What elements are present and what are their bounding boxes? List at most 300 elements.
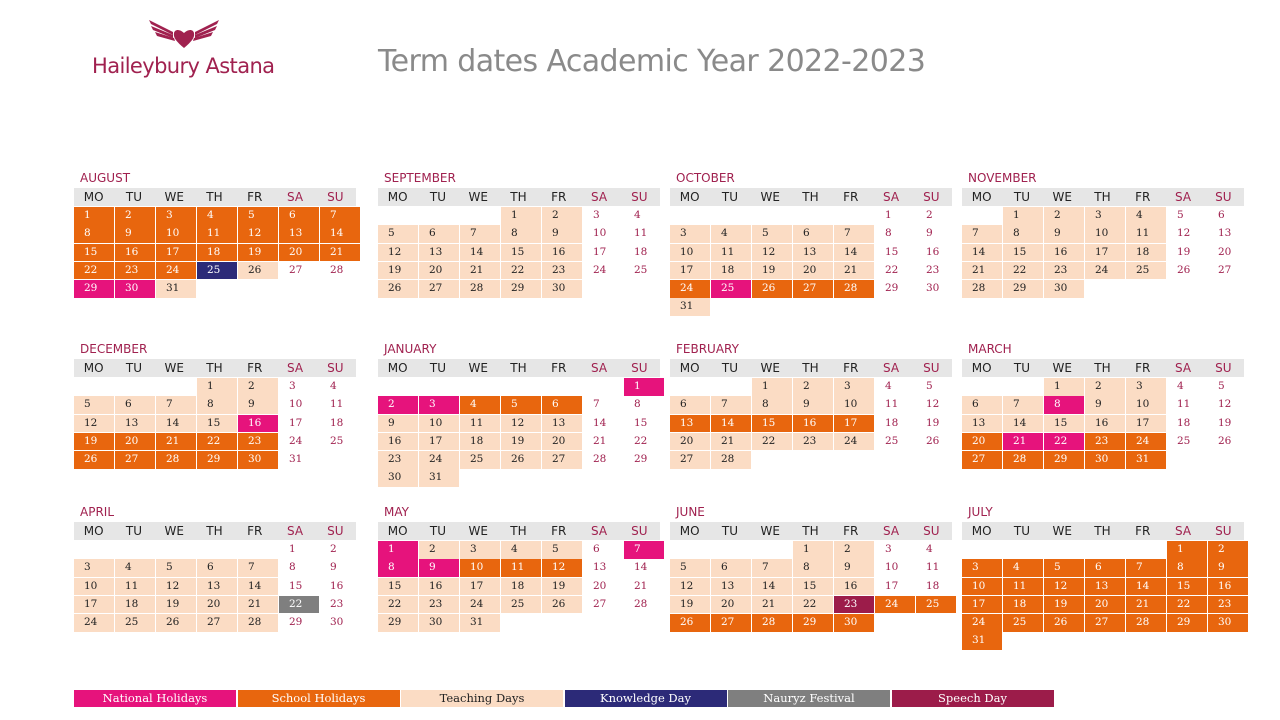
day-cell: 26: [156, 614, 196, 632]
empty-cell: [670, 378, 710, 396]
day-cell: 29: [74, 280, 114, 298]
day-cell: 28: [634, 597, 648, 610]
day-cell: 25: [1126, 262, 1166, 280]
day-cell: 21: [238, 596, 278, 614]
day-cell: 15: [885, 245, 899, 258]
empty-cell: [238, 541, 278, 559]
day-cell: 15: [197, 415, 237, 433]
weekday-label: MO: [679, 190, 700, 204]
empty-cell: [711, 378, 751, 396]
empty-cell: [460, 207, 500, 225]
day-cell: 5: [542, 541, 582, 559]
weekday-label: SA: [1175, 524, 1192, 538]
day-cell: 28: [156, 451, 196, 469]
day-cell: 30: [238, 451, 278, 469]
day-cell: 13: [593, 561, 607, 574]
day-cell: 10: [670, 244, 710, 262]
month-name: JANUARY: [384, 342, 437, 356]
weekday-label: SA: [287, 361, 304, 375]
weekday-label: FR: [247, 361, 263, 375]
weekday-label: FR: [1135, 190, 1151, 204]
weekday-label: SU: [1215, 524, 1232, 538]
day-cell: 20: [419, 262, 459, 280]
day-cell: 4: [460, 396, 500, 414]
day-cell: 22: [1044, 433, 1084, 451]
day-cell: 11: [197, 225, 237, 243]
day-cell: 1: [752, 378, 792, 396]
day-cell: 8: [74, 225, 114, 243]
weekday-label: TU: [429, 190, 446, 204]
day-cell: 15: [793, 578, 833, 596]
day-cell: 20: [197, 596, 237, 614]
weekday-label: MO: [83, 361, 104, 375]
day-cell: 3: [962, 559, 1002, 577]
day-cell: 8: [378, 559, 418, 577]
day-cell: 17: [593, 245, 607, 258]
weekday-label: SA: [287, 190, 304, 204]
day-cell: 9: [419, 559, 459, 577]
weekday-label: MO: [679, 524, 700, 538]
empty-cell: [583, 378, 623, 396]
day-cell: 23: [330, 597, 344, 610]
day-cell: 9: [1085, 396, 1125, 414]
day-cell: 22: [752, 433, 792, 451]
day-cell: 14: [460, 244, 500, 262]
day-cell: 18: [885, 416, 899, 429]
day-cell: 7: [460, 225, 500, 243]
day-cell: 18: [711, 262, 751, 280]
weekday-label: MO: [387, 190, 408, 204]
day-cell: 27: [115, 451, 155, 469]
day-cell: 7: [711, 396, 751, 414]
month-october: [670, 168, 952, 316]
day-cell: 31: [1126, 451, 1166, 469]
day-cell: 7: [962, 225, 1002, 243]
weekday-label: SU: [327, 524, 344, 538]
day-cell: 19: [156, 596, 196, 614]
day-cell: 18: [197, 244, 237, 262]
day-cell: 17: [670, 262, 710, 280]
day-cell: 1: [1044, 378, 1084, 396]
day-cell: 2: [926, 209, 933, 221]
day-cell: 8: [197, 396, 237, 414]
day-cell: 14: [238, 578, 278, 596]
day-cell: 27: [197, 614, 237, 632]
empty-cell: [501, 378, 541, 396]
weekday-label: FR: [1135, 524, 1151, 538]
day-cell: 26: [1218, 434, 1232, 447]
day-cell: 2: [1085, 378, 1125, 396]
day-cell: 14: [320, 225, 360, 243]
day-cell: 19: [670, 596, 710, 614]
page-title: Term dates Academic Year 2022-2023: [378, 44, 926, 79]
weekday-label: SU: [923, 190, 940, 204]
day-cell: 9: [1044, 225, 1084, 243]
day-cell: 31: [460, 614, 500, 632]
weekday-label: SA: [1175, 361, 1192, 375]
month-may: [378, 502, 660, 632]
day-cell: 13: [542, 415, 582, 433]
weekday-label: MO: [971, 190, 992, 204]
day-cell: 12: [1044, 578, 1084, 596]
day-cell: 3: [289, 380, 296, 392]
day-cell: 7: [624, 541, 664, 559]
weekday-label: WE: [760, 524, 780, 538]
day-cell: 6: [793, 225, 833, 243]
weekday-label: FR: [843, 361, 859, 375]
empty-cell: [962, 378, 1002, 396]
day-cell: 25: [885, 434, 899, 447]
empty-cell: [197, 541, 237, 559]
day-cell: 18: [926, 579, 940, 592]
empty-cell: [419, 378, 459, 396]
day-cell: 26: [501, 451, 541, 469]
day-cell: 21: [962, 262, 1002, 280]
day-cell: 22: [793, 596, 833, 614]
day-cell: 1: [624, 378, 664, 396]
weekday-label: TH: [802, 524, 819, 538]
day-cell: 17: [289, 416, 303, 429]
day-cell: 17: [419, 433, 459, 451]
weekday-label: SU: [327, 190, 344, 204]
weekday-label: TU: [429, 361, 446, 375]
day-cell: 27: [670, 451, 710, 469]
day-cell: 15: [289, 579, 303, 592]
day-cell: 10: [289, 398, 303, 411]
empty-cell: [460, 378, 500, 396]
day-cell: 4: [197, 207, 237, 225]
day-cell: 21: [1126, 596, 1166, 614]
empty-cell: [670, 207, 710, 225]
day-cell: 16: [834, 578, 874, 596]
day-cell: 26: [670, 614, 710, 632]
month-name: SEPTEMBER: [384, 171, 456, 185]
empty-cell: [793, 207, 833, 225]
day-cell: 1: [289, 543, 296, 555]
day-cell: 11: [1126, 225, 1166, 243]
day-cell: 9: [330, 561, 337, 574]
day-cell: 22: [634, 434, 648, 447]
day-cell: 21: [593, 434, 607, 447]
weekday-header: [74, 359, 356, 377]
day-grid: [670, 541, 952, 632]
weekday-label: MO: [83, 190, 104, 204]
day-cell: 24: [156, 262, 196, 280]
day-cell: 6: [711, 559, 751, 577]
weekday-label: SA: [591, 190, 608, 204]
day-cell: 3: [74, 559, 114, 577]
weekday-label: TU: [721, 190, 738, 204]
day-cell: 17: [1126, 415, 1166, 433]
empty-cell: [834, 207, 874, 225]
day-cell: 17: [1085, 244, 1125, 262]
day-cell: 23: [834, 596, 874, 614]
day-cell: 29: [1044, 451, 1084, 469]
day-cell: 19: [926, 416, 940, 429]
day-cell: 17: [74, 596, 114, 614]
day-cell: 13: [711, 578, 751, 596]
empty-cell: [378, 378, 418, 396]
day-cell: 30: [330, 616, 344, 629]
day-cell: 14: [1126, 578, 1166, 596]
day-cell: 4: [115, 559, 155, 577]
day-cell: 18: [330, 416, 344, 429]
day-cell: 31: [419, 469, 459, 487]
day-cell: 8: [634, 398, 641, 411]
day-grid: [74, 541, 356, 632]
day-cell: 12: [378, 244, 418, 262]
month-name: DECEMBER: [80, 342, 148, 356]
day-cell: 31: [289, 453, 303, 466]
day-cell: 28: [962, 280, 1002, 298]
day-cell: 6: [1085, 559, 1125, 577]
day-cell: 10: [460, 559, 500, 577]
day-cell: 3: [460, 541, 500, 559]
day-cell: 17: [156, 244, 196, 262]
day-cell: 28: [1126, 614, 1166, 632]
month-april: [74, 502, 356, 632]
day-cell: 7: [156, 396, 196, 414]
day-cell: 29: [197, 451, 237, 469]
empty-cell: [962, 207, 1002, 225]
day-cell: 9: [1208, 559, 1248, 577]
day-cell: 13: [962, 415, 1002, 433]
weekday-label: SU: [1215, 361, 1232, 375]
empty-cell: [1085, 541, 1125, 559]
day-cell: 24: [460, 596, 500, 614]
day-cell: 9: [793, 396, 833, 414]
day-cell: 5: [378, 225, 418, 243]
day-cell: 30: [542, 280, 582, 298]
day-cell: 14: [962, 244, 1002, 262]
day-cell: 21: [834, 262, 874, 280]
month-name: APRIL: [80, 505, 115, 519]
day-cell: 11: [926, 561, 940, 574]
day-cell: 24: [289, 434, 303, 447]
day-cell: 4: [634, 209, 641, 221]
day-cell: 26: [238, 262, 278, 280]
day-cell: 17: [962, 596, 1002, 614]
day-cell: 13: [670, 415, 710, 433]
day-cell: 28: [752, 614, 792, 632]
day-cell: 16: [1085, 415, 1125, 433]
day-cell: 24: [834, 433, 874, 451]
weekday-label: TU: [429, 524, 446, 538]
weekday-label: MO: [83, 524, 104, 538]
day-cell: 26: [752, 280, 792, 298]
day-cell: 25: [1003, 614, 1043, 632]
month-name: MARCH: [968, 342, 1012, 356]
day-cell: 22: [1003, 262, 1043, 280]
day-cell: 5: [926, 380, 933, 392]
day-cell: 6: [670, 396, 710, 414]
weekday-label: SA: [287, 524, 304, 538]
empty-cell: [156, 541, 196, 559]
day-cell: 1: [74, 207, 114, 225]
weekday-label: TU: [1013, 524, 1030, 538]
day-cell: 27: [711, 614, 751, 632]
day-cell: 20: [670, 433, 710, 451]
month-december: [74, 339, 356, 469]
day-cell: 30: [834, 614, 874, 632]
day-cell: 11: [460, 415, 500, 433]
day-cell: 21: [1003, 433, 1043, 451]
day-cell: 27: [1085, 614, 1125, 632]
day-cell: 13: [1218, 227, 1232, 240]
day-cell: 27: [793, 280, 833, 298]
day-grid: [74, 207, 356, 298]
day-cell: 13: [279, 225, 319, 243]
day-cell: 18: [1003, 596, 1043, 614]
day-cell: 25: [634, 263, 648, 276]
day-cell: 30: [115, 280, 155, 298]
day-cell: 30: [926, 282, 940, 295]
weekday-header: [670, 359, 952, 377]
day-cell: 4: [885, 380, 892, 392]
weekday-label: WE: [760, 361, 780, 375]
weekday-label: TU: [125, 524, 142, 538]
day-cell: 12: [670, 578, 710, 596]
day-cell: 5: [74, 396, 114, 414]
day-cell: 29: [885, 282, 899, 295]
weekday-label: SU: [923, 524, 940, 538]
day-grid: [378, 207, 660, 298]
weekday-label: SU: [631, 361, 648, 375]
day-cell: 31: [156, 280, 196, 298]
day-cell: 27: [289, 263, 303, 276]
day-cell: 10: [1085, 225, 1125, 243]
day-cell: 2: [1208, 541, 1248, 559]
day-cell: 28: [593, 453, 607, 466]
weekday-header: [74, 188, 356, 206]
day-cell: 23: [238, 433, 278, 451]
day-cell: 25: [115, 614, 155, 632]
weekday-label: TU: [1013, 190, 1030, 204]
day-cell: 6: [962, 396, 1002, 414]
day-cell: 11: [501, 559, 541, 577]
empty-cell: [1044, 541, 1084, 559]
day-cell: 18: [501, 578, 541, 596]
weekday-label: WE: [468, 524, 488, 538]
day-cell: 8: [1167, 559, 1207, 577]
month-august: [74, 168, 356, 298]
day-cell: 14: [711, 415, 751, 433]
empty-cell: [74, 378, 114, 396]
day-cell: 8: [1044, 396, 1084, 414]
day-cell: 16: [1044, 244, 1084, 262]
day-cell: 7: [834, 225, 874, 243]
day-cell: 20: [279, 244, 319, 262]
day-cell: 19: [542, 578, 582, 596]
day-cell: 20: [711, 596, 751, 614]
day-cell: 12: [752, 244, 792, 262]
day-cell: 30: [1085, 451, 1125, 469]
weekday-label: SA: [883, 190, 900, 204]
day-cell: 2: [115, 207, 155, 225]
day-cell: 20: [793, 262, 833, 280]
day-cell: 29: [793, 614, 833, 632]
month-name: JULY: [968, 505, 993, 519]
day-cell: 6: [419, 225, 459, 243]
weekday-label: WE: [468, 190, 488, 204]
day-cell: 2: [378, 396, 418, 414]
day-grid: [962, 378, 1244, 469]
day-cell: 25: [711, 280, 751, 298]
month-february: [670, 339, 952, 469]
empty-cell: [419, 207, 459, 225]
empty-cell: [1003, 541, 1043, 559]
day-cell: 21: [320, 244, 360, 262]
day-cell: 22: [279, 596, 319, 614]
month-january: [378, 339, 660, 487]
weekday-label: FR: [843, 524, 859, 538]
day-grid: [74, 378, 356, 469]
weekday-label: FR: [247, 524, 263, 538]
day-cell: 4: [1177, 380, 1184, 392]
day-cell: 11: [634, 227, 648, 240]
day-cell: 4: [926, 543, 933, 555]
day-cell: 19: [238, 244, 278, 262]
day-cell: 28: [1003, 451, 1043, 469]
day-cell: 14: [156, 415, 196, 433]
day-cell: 19: [74, 433, 114, 451]
day-grid: [962, 541, 1244, 650]
day-cell: 14: [634, 561, 648, 574]
day-cell: 23: [419, 596, 459, 614]
day-cell: 16: [115, 244, 155, 262]
day-cell: 16: [926, 245, 940, 258]
day-cell: 9: [834, 559, 874, 577]
day-cell: 10: [1126, 396, 1166, 414]
day-cell: 23: [378, 451, 418, 469]
day-cell: 7: [238, 559, 278, 577]
day-cell: 12: [156, 578, 196, 596]
day-grid: [670, 207, 952, 316]
weekday-label: WE: [1052, 361, 1072, 375]
day-cell: 2: [542, 207, 582, 225]
day-cell: 9: [238, 396, 278, 414]
day-cell: 7: [320, 207, 360, 225]
empty-cell: [670, 541, 710, 559]
day-cell: 19: [501, 433, 541, 451]
legend-item: National Holidays: [74, 690, 236, 707]
day-cell: 20: [962, 433, 1002, 451]
weekday-label: WE: [1052, 524, 1072, 538]
day-cell: 10: [74, 578, 114, 596]
legend-item: School Holidays: [238, 690, 400, 707]
empty-cell: [1126, 541, 1166, 559]
weekday-label: TH: [206, 524, 223, 538]
day-cell: 23: [1085, 433, 1125, 451]
day-cell: 17: [885, 579, 899, 592]
day-cell: 31: [670, 298, 710, 316]
day-cell: 10: [156, 225, 196, 243]
day-cell: 30: [1044, 280, 1084, 298]
weekday-label: SA: [883, 361, 900, 375]
weekday-label: TU: [721, 524, 738, 538]
day-cell: 25: [1177, 434, 1191, 447]
weekday-label: SU: [327, 361, 344, 375]
legend-item: Nauryz Festival: [728, 690, 890, 707]
day-cell: 12: [74, 415, 114, 433]
day-cell: 20: [593, 579, 607, 592]
day-cell: 10: [962, 578, 1002, 596]
day-cell: 29: [501, 280, 541, 298]
day-cell: 29: [634, 453, 648, 466]
weekday-label: TH: [802, 361, 819, 375]
day-cell: 2: [793, 378, 833, 396]
day-cell: 1: [793, 541, 833, 559]
